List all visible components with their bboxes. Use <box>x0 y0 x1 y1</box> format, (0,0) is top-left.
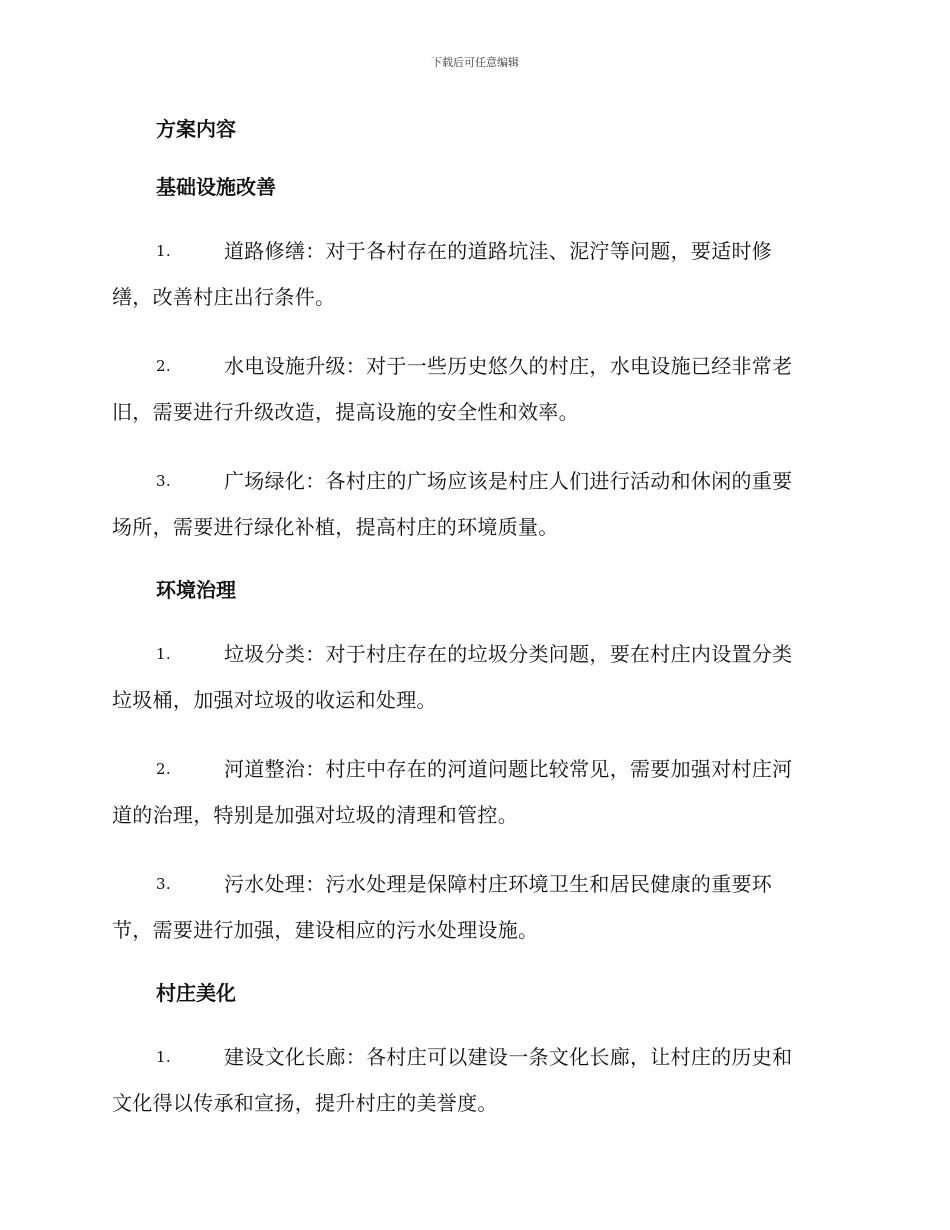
list-text: 建设文化长廊：各村庄可以建设一条文化长廊，让村庄的历史和 <box>224 1045 793 1069</box>
list-text-continued: 道的治理，特别是加强对垃圾的清理和管控。 <box>112 803 518 827</box>
list-text: 道路修缮：对于各村存在的道路坑洼、泥泞等问题，要适时修 <box>224 239 773 263</box>
section-heading: 基础设施改善 <box>156 175 276 199</box>
list-text: 广场绿化：各村庄的广场应该是村庄人们进行活动和休闲的重要 <box>224 469 793 493</box>
section-heading: 环境治理 <box>156 578 236 602</box>
list-text-continued: 场所，需要进行绿化补植，提高村庄的环境质量。 <box>112 515 559 539</box>
list-number: 3. <box>156 472 171 490</box>
list-text-continued: 旧，需要进行升级改造，提高设施的安全性和效率。 <box>112 400 579 424</box>
list-item <box>112 631 834 723</box>
list-text: 污水处理：污水处理是保障村庄环境卫生和居民健康的重要环 <box>224 872 773 896</box>
list-text: 河道整治：村庄中存在的河道问题比较常见，需要加强对村庄河 <box>224 757 793 781</box>
list-text: 垃圾分类：对于村庄存在的垃圾分类问题，要在村庄内设置分类 <box>224 642 793 666</box>
list-number: 1. <box>156 645 171 663</box>
list-text: 水电设施升级：对于一些历史悠久的村庄，水电设施已经非常老 <box>224 354 793 378</box>
list-text-continued: 节，需要进行加强，建设相应的污水处理设施。 <box>112 918 539 942</box>
list-item <box>112 228 834 320</box>
list-item <box>112 1034 834 1126</box>
section-heading: 村庄美化 <box>156 981 236 1005</box>
list-number: 1. <box>156 1048 171 1066</box>
list-text-continued: 垃圾桶，加强对垃圾的收运和处理。 <box>112 688 437 712</box>
document-body <box>112 112 834 1149</box>
list-item <box>112 746 834 838</box>
list-item <box>112 861 834 953</box>
list-number: 2. <box>156 357 171 375</box>
list-item <box>112 343 834 435</box>
page-header-watermark: 下载后可任意编辑 <box>431 56 519 69</box>
document-title: 方案内容 <box>156 117 236 141</box>
list-number: 3. <box>156 875 171 893</box>
list-text-continued: 缮，改善村庄出行条件。 <box>112 285 336 309</box>
list-number: 1. <box>156 242 171 260</box>
list-number: 2. <box>156 760 171 778</box>
list-text-continued: 文化得以传承和宣扬，提升村庄的美誉度。 <box>112 1091 498 1115</box>
list-item <box>112 458 834 550</box>
